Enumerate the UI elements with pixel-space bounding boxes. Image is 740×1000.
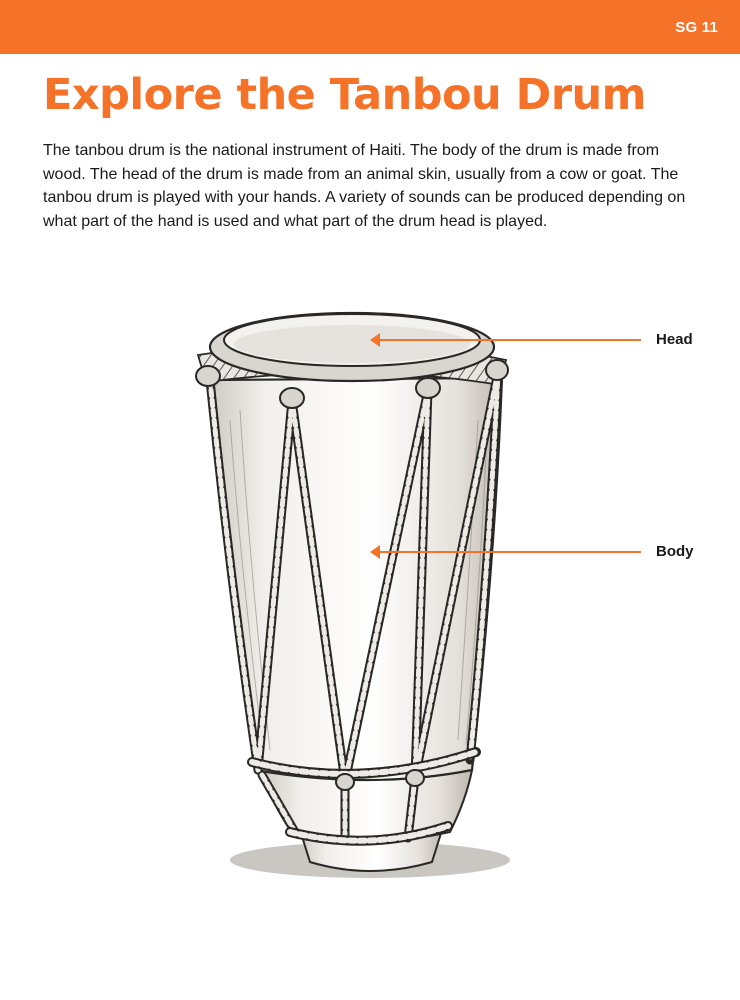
page-title: Explore the Tanbou Drum — [43, 70, 646, 120]
tanbou-drum-illustration — [170, 280, 530, 920]
intro-paragraph: The tanbou drum is the national instrument of Haiti. The body of the drum is made from wood. The head of the drum is made from an animal skin, usually from a cow or goat. The tanbou drum is played with your hands. A variety of sounds can be produced depending on what part of the hand is used and what part of the drum head is played. — [43, 142, 686, 230]
body-label: Body — [656, 543, 694, 560]
header-bar — [0, 0, 740, 54]
head-callout-line — [378, 339, 641, 341]
body-callout-line — [378, 551, 641, 553]
head-label: Head — [656, 331, 693, 348]
page-number-label: SG 11 — [675, 19, 718, 36]
drum-head-inner — [234, 325, 470, 363]
